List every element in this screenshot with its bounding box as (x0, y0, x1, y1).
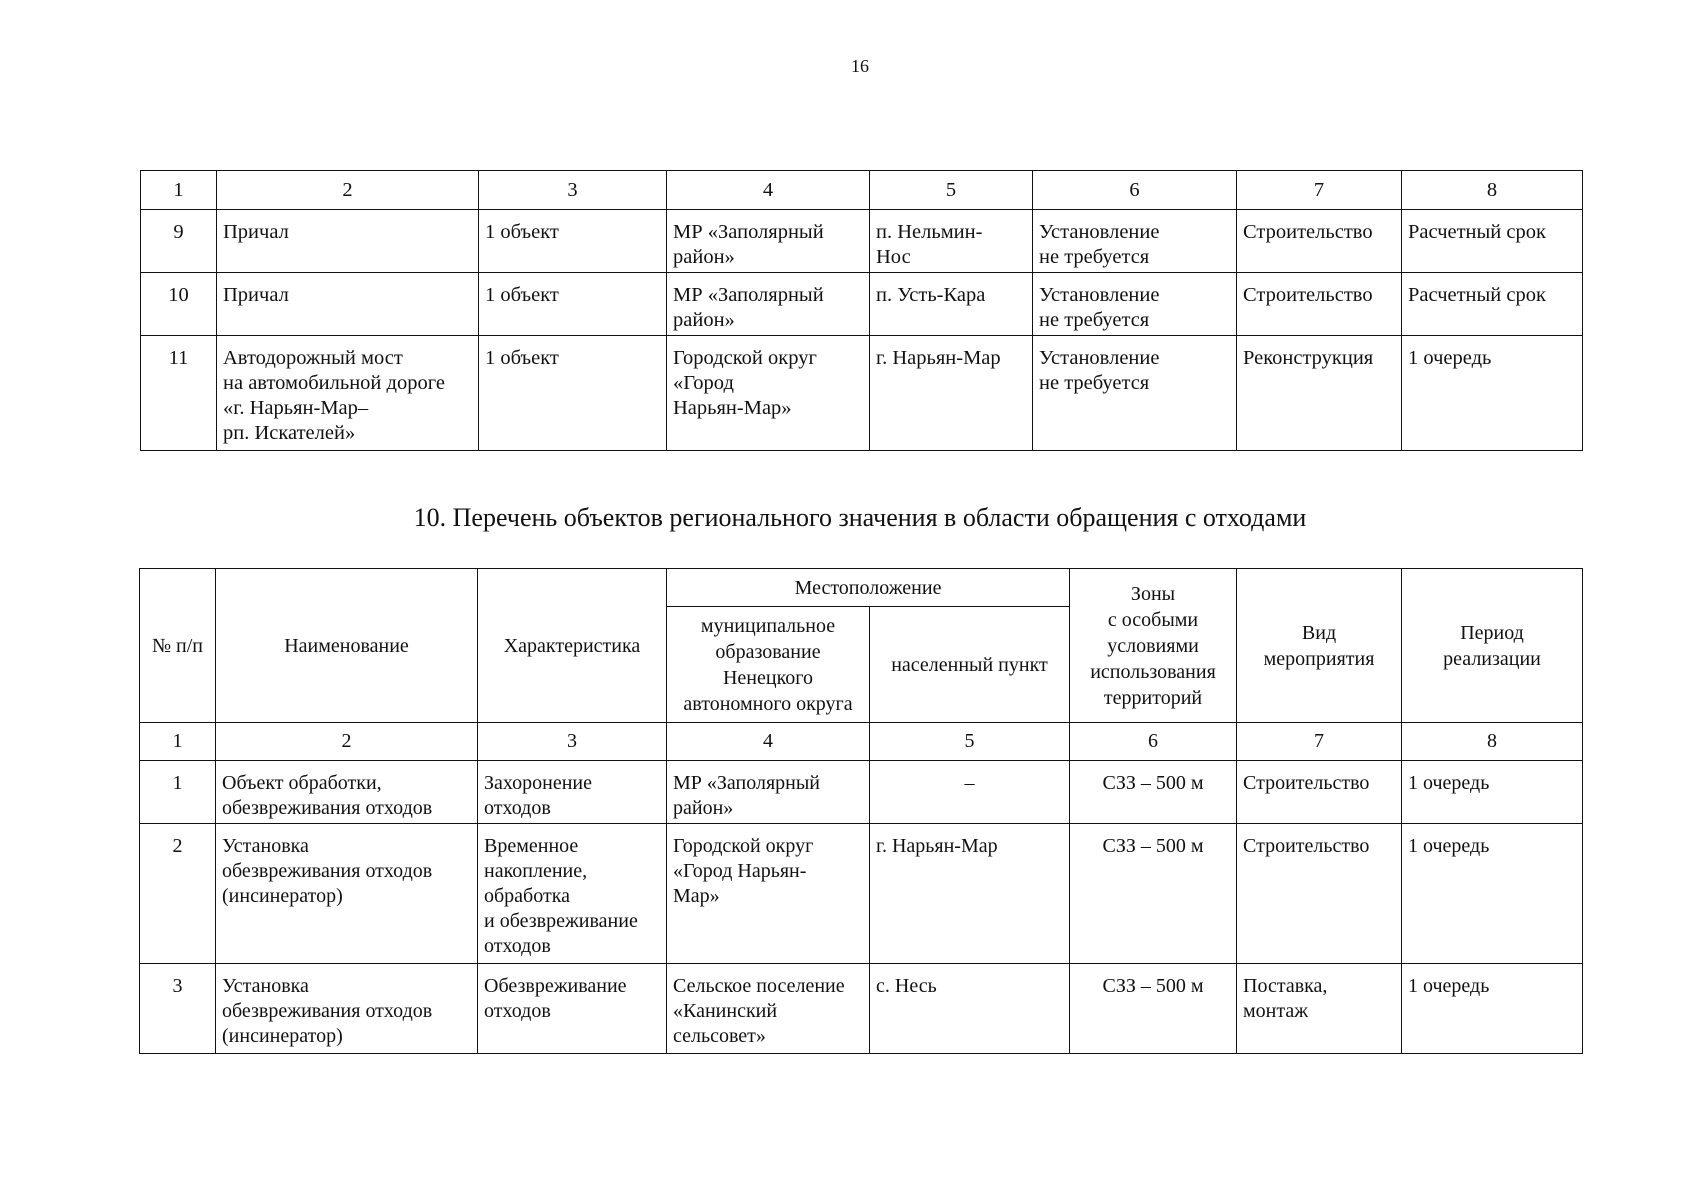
header-num: № п/п (140, 569, 216, 723)
object-name: Причал (217, 273, 479, 336)
transport-objects-table-continued (140, 170, 1583, 451)
header-settlement: населенный пункт (870, 607, 1070, 723)
table-row (141, 336, 1583, 451)
table-row (141, 273, 1583, 336)
implementation-period: 1 очередь (1402, 336, 1583, 451)
column-number: 3 (479, 171, 667, 210)
column-number: 5 (870, 723, 1070, 761)
column-number: 2 (217, 171, 479, 210)
column-number: 1 (141, 171, 217, 210)
measure-type: Реконструкция (1237, 336, 1402, 451)
table-row (140, 761, 1583, 824)
measure-type: Строительство (1237, 273, 1402, 336)
row-number: 10 (141, 273, 217, 336)
column-number: 3 (478, 723, 667, 761)
implementation-period: 1 очередь (1402, 824, 1583, 964)
column-number: 6 (1070, 723, 1237, 761)
object-characteristic: 1 объект (479, 273, 667, 336)
settlement: г. Нарьян-Мар (870, 336, 1033, 451)
object-name: Объект обработки, обезвреживания отходов (216, 761, 478, 824)
row-number: 2 (140, 824, 216, 964)
object-name: Установка обезвреживания отходов (инсинератор) (216, 824, 478, 964)
header-location: Местоположение (667, 569, 1070, 607)
measure-type: Строительство (1237, 210, 1402, 273)
row-number: 11 (141, 336, 217, 451)
column-number: 8 (1402, 171, 1583, 210)
header-municipality: муниципальное образование Ненецкого автономного округа (667, 607, 870, 723)
settlement: – (870, 761, 1070, 824)
column-number: 4 (667, 171, 870, 210)
column-number-row (141, 171, 1583, 210)
settlement: г. Нарьян-Мар (870, 824, 1070, 964)
column-number: 4 (667, 723, 870, 761)
header-period: Период реализации (1402, 569, 1583, 723)
section-title: 10. Перечень объектов регионального значения в области обращения с отходами (413, 503, 1307, 532)
municipality: МР «Заполярный район» (667, 210, 870, 273)
implementation-period: 1 очередь (1402, 964, 1583, 1054)
settlement: п. Усть-Кара (870, 273, 1033, 336)
table-row (140, 824, 1583, 964)
row-number: 3 (140, 964, 216, 1054)
measure-type: Строительство (1237, 761, 1402, 824)
special-zones: СЗЗ – 500 м (1070, 824, 1237, 964)
column-number: 7 (1237, 723, 1402, 761)
special-zones: СЗЗ – 500 м (1070, 964, 1237, 1054)
table-row (140, 964, 1583, 1054)
column-number: 6 (1033, 171, 1237, 210)
measure-type: Строительство (1237, 824, 1402, 964)
object-characteristic: Временное накопление, обработка и обезвреживание отходов (478, 824, 667, 964)
implementation-period: Расчетный срок (1402, 210, 1583, 273)
object-characteristic: Захоронение отходов (478, 761, 667, 824)
column-number: 7 (1237, 171, 1402, 210)
object-name: Причал (217, 210, 479, 273)
column-number: 5 (870, 171, 1033, 210)
header-measure: Вид мероприятия (1237, 569, 1402, 723)
column-number: 8 (1402, 723, 1583, 761)
object-characteristic: Обезвреживание отходов (478, 964, 667, 1054)
object-name: Установка обезвреживания отходов (инсинератор) (216, 964, 478, 1054)
header-zones: Зоны с особыми условиями использования территорий (1070, 569, 1237, 723)
page-number: 16 (851, 56, 869, 76)
special-zones: Установление не требуется (1033, 336, 1237, 451)
municipality: Городской округ «Город Нарьян-Мар» (667, 336, 870, 451)
municipality: Городской округ «Город Нарьян- Мар» (667, 824, 870, 964)
settlement: п. Нельмин- Нос (870, 210, 1033, 273)
special-zones: Установление не требуется (1033, 273, 1237, 336)
header-characteristic: Характеристика (478, 569, 667, 723)
column-number-row (140, 723, 1583, 761)
waste-objects-table (139, 568, 1583, 1054)
implementation-period: Расчетный срок (1402, 273, 1583, 336)
special-zones: Установление не требуется (1033, 210, 1237, 273)
row-number: 9 (141, 210, 217, 273)
settlement: с. Несь (870, 964, 1070, 1054)
row-number: 1 (140, 761, 216, 824)
municipality: МР «Заполярный район» (667, 273, 870, 336)
column-number: 2 (216, 723, 478, 761)
column-number: 1 (140, 723, 216, 761)
municipality: Сельское поселение «Канинский сельсовет» (667, 964, 870, 1054)
object-name: Автодорожный мост на автомобильной дороге «г. Нарьян-Мар– рп. Искателей» (217, 336, 479, 451)
header-row (140, 569, 1583, 607)
header-name: Наименование (216, 569, 478, 723)
measure-type: Поставка, монтаж (1237, 964, 1402, 1054)
implementation-period: 1 очередь (1402, 761, 1583, 824)
municipality: МР «Заполярный район» (667, 761, 870, 824)
object-characteristic: 1 объект (479, 336, 667, 451)
object-characteristic: 1 объект (479, 210, 667, 273)
special-zones: СЗЗ – 500 м (1070, 761, 1237, 824)
table-row (141, 210, 1583, 273)
